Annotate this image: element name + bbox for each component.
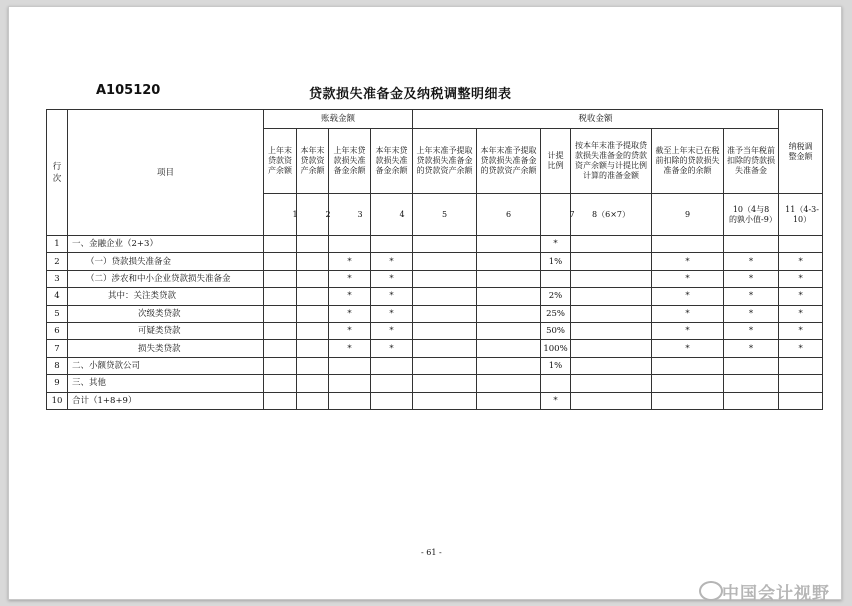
cell-col-6 bbox=[477, 357, 541, 374]
row-number: 2 bbox=[47, 253, 68, 270]
row-number: 9 bbox=[47, 375, 68, 392]
cell-col-8 bbox=[571, 305, 652, 322]
header-col-2-label: 本年末贷款资产余额 bbox=[297, 129, 329, 194]
header-col-11-number: 11（4-3-10） bbox=[779, 194, 823, 236]
cell-col-4: * bbox=[371, 305, 413, 322]
cell-col-3 bbox=[329, 375, 371, 392]
cell-col-7: 1% bbox=[541, 357, 571, 374]
cell-col-8 bbox=[571, 392, 652, 409]
cell-col-3: * bbox=[329, 288, 371, 305]
cell-col-2 bbox=[297, 340, 329, 357]
cell-col-11: * bbox=[779, 288, 823, 305]
header-col-5-number: 5 bbox=[413, 194, 477, 236]
cell-col-1 bbox=[264, 236, 297, 253]
row-number: 10 bbox=[47, 392, 68, 409]
cell-col-4 bbox=[371, 357, 413, 374]
cell-col-3: * bbox=[329, 270, 371, 287]
cell-col-1 bbox=[264, 288, 297, 305]
cell-col-6 bbox=[477, 236, 541, 253]
cell-col-11 bbox=[779, 357, 823, 374]
cell-col-5 bbox=[413, 340, 477, 357]
cell-col-9 bbox=[652, 357, 724, 374]
cell-col-2 bbox=[297, 322, 329, 339]
table-row bbox=[47, 392, 823, 409]
row-item: 次级类贷款 bbox=[68, 305, 264, 322]
table-row bbox=[47, 270, 823, 287]
cell-col-8 bbox=[571, 375, 652, 392]
cell-col-9 bbox=[652, 236, 724, 253]
header-col-3-label: 上年末贷款损失准备金余额 bbox=[329, 129, 371, 194]
cell-col-2 bbox=[297, 375, 329, 392]
cell-col-9: * bbox=[652, 322, 724, 339]
cell-col-5 bbox=[413, 236, 477, 253]
header-col-7-label: 计提比例 bbox=[541, 129, 571, 194]
document-page bbox=[8, 6, 842, 604]
cell-col-2 bbox=[297, 288, 329, 305]
cell-col-4: * bbox=[371, 340, 413, 357]
cell-col-10 bbox=[724, 357, 779, 374]
cell-col-1 bbox=[264, 392, 297, 409]
header-tax-group: 税收金额 bbox=[413, 110, 779, 129]
cell-col-7: 2% bbox=[541, 288, 571, 305]
table-row bbox=[47, 236, 823, 253]
watermark-logo-icon bbox=[699, 581, 723, 601]
cell-col-4 bbox=[371, 392, 413, 409]
row-item: （二）涉农和中小企业贷款损失准备金 bbox=[68, 270, 264, 287]
cell-col-11: * bbox=[779, 322, 823, 339]
cell-col-8 bbox=[571, 236, 652, 253]
header-col-9-label: 截至上年末已在税前扣除的贷款损失准备金的余额 bbox=[652, 129, 724, 194]
cell-col-9: * bbox=[652, 270, 724, 287]
cell-col-7: 1% bbox=[541, 253, 571, 270]
cell-col-7 bbox=[541, 375, 571, 392]
header-col-5-label: 上年末准予提取贷款损失准备金的贷款资产余额 bbox=[413, 129, 477, 194]
cell-col-4: * bbox=[371, 322, 413, 339]
cell-col-1 bbox=[264, 357, 297, 374]
cell-col-10: * bbox=[724, 270, 779, 287]
cell-col-1 bbox=[264, 322, 297, 339]
cell-col-2 bbox=[297, 305, 329, 322]
cell-col-10: * bbox=[724, 305, 779, 322]
cell-col-6 bbox=[477, 340, 541, 357]
row-item: 其中：关注类贷款 bbox=[68, 288, 264, 305]
table-row bbox=[47, 322, 823, 339]
row-number: 8 bbox=[47, 357, 68, 374]
cell-col-5 bbox=[413, 253, 477, 270]
header-col-6-number: 6 bbox=[477, 194, 541, 236]
cell-col-9: * bbox=[652, 305, 724, 322]
row-number: 7 bbox=[47, 340, 68, 357]
cell-col-8 bbox=[571, 253, 652, 270]
cell-col-7: 50% bbox=[541, 322, 571, 339]
cell-col-4: * bbox=[371, 288, 413, 305]
cell-col-3: * bbox=[329, 340, 371, 357]
cell-col-10: * bbox=[724, 288, 779, 305]
cell-col-4: * bbox=[371, 253, 413, 270]
cell-col-5 bbox=[413, 270, 477, 287]
cell-col-10 bbox=[724, 236, 779, 253]
header-col-9-number: 9 bbox=[652, 194, 724, 236]
cell-col-2 bbox=[297, 270, 329, 287]
cell-col-7 bbox=[541, 270, 571, 287]
table-row bbox=[47, 357, 823, 374]
header-col-10-label: 准予当年税前扣除的贷款损失准备金 bbox=[724, 129, 779, 194]
form-code: A105120 bbox=[96, 83, 161, 98]
cell-col-1 bbox=[264, 340, 297, 357]
cell-col-10: * bbox=[724, 340, 779, 357]
cell-col-11: * bbox=[779, 253, 823, 270]
cell-col-9 bbox=[652, 375, 724, 392]
cell-col-5 bbox=[413, 322, 477, 339]
cell-col-1 bbox=[264, 305, 297, 322]
cell-col-4 bbox=[371, 236, 413, 253]
cell-col-9: * bbox=[652, 253, 724, 270]
header-col-4-label: 本年末贷款损失准备金余额 bbox=[371, 129, 413, 194]
cell-col-11 bbox=[779, 236, 823, 253]
header-col-10-number: 10（4与8的孰小值-9） bbox=[724, 194, 779, 236]
header-col-2-number: 2 bbox=[297, 194, 329, 236]
header-col-8-number: 8（6×7） bbox=[571, 194, 652, 236]
cell-col-5 bbox=[413, 392, 477, 409]
row-number: 3 bbox=[47, 270, 68, 287]
header-book-group: 账载金额 bbox=[264, 110, 413, 129]
row-item: 一、金融企业（2+3） bbox=[68, 236, 264, 253]
cell-col-4: * bbox=[371, 270, 413, 287]
cell-col-8 bbox=[571, 357, 652, 374]
cell-col-8 bbox=[571, 270, 652, 287]
cell-col-6 bbox=[477, 392, 541, 409]
cell-col-10: * bbox=[724, 322, 779, 339]
header-item: 项目 bbox=[68, 110, 264, 236]
row-number: 5 bbox=[47, 305, 68, 322]
row-number: 1 bbox=[47, 236, 68, 253]
cell-col-3 bbox=[329, 236, 371, 253]
table-row bbox=[47, 253, 823, 270]
row-item: 三、其他 bbox=[68, 375, 264, 392]
header-col-7-number: 7 bbox=[541, 194, 571, 236]
cell-col-1 bbox=[264, 253, 297, 270]
cell-col-8 bbox=[571, 288, 652, 305]
cell-col-9: * bbox=[652, 288, 724, 305]
header-col-3-number: 3 bbox=[329, 194, 371, 236]
row-item: 合计（1+8+9） bbox=[68, 392, 264, 409]
cell-col-3: * bbox=[329, 322, 371, 339]
cell-col-6 bbox=[477, 375, 541, 392]
cell-col-3: * bbox=[329, 305, 371, 322]
header-col-4-number: 4 bbox=[371, 194, 413, 236]
cell-col-7: 25% bbox=[541, 305, 571, 322]
cell-col-7: * bbox=[541, 392, 571, 409]
cell-col-11 bbox=[779, 392, 823, 409]
cell-col-3: * bbox=[329, 253, 371, 270]
cell-col-2 bbox=[297, 392, 329, 409]
watermark: 中国会计视野 bbox=[722, 584, 830, 604]
cell-col-5 bbox=[413, 305, 477, 322]
cell-col-10: * bbox=[724, 253, 779, 270]
table-row bbox=[47, 375, 823, 392]
cell-col-6 bbox=[477, 270, 541, 287]
cell-col-11 bbox=[779, 375, 823, 392]
cell-col-6 bbox=[477, 253, 541, 270]
cell-col-2 bbox=[297, 357, 329, 374]
loan-loss-table bbox=[46, 109, 823, 410]
header-col-8-label: 按本年末准予提取贷款损失准备金的贷款资产余额与计提比例计算的准备金额 bbox=[571, 129, 652, 194]
row-item: 损失类贷款 bbox=[68, 340, 264, 357]
row-item: 可疑类贷款 bbox=[68, 322, 264, 339]
form-title: 贷款损失准备金及纳税调整明细表 bbox=[309, 87, 512, 102]
cell-col-2 bbox=[297, 236, 329, 253]
cell-col-9 bbox=[652, 392, 724, 409]
cell-col-2 bbox=[297, 253, 329, 270]
cell-col-9: * bbox=[652, 340, 724, 357]
cell-col-1 bbox=[264, 270, 297, 287]
header-row-no: 行次 bbox=[47, 110, 68, 236]
cell-col-5 bbox=[413, 375, 477, 392]
cell-col-5 bbox=[413, 288, 477, 305]
cell-col-5 bbox=[413, 357, 477, 374]
cell-col-6 bbox=[477, 288, 541, 305]
cell-col-7: 100% bbox=[541, 340, 571, 357]
page-number: - 61 - bbox=[421, 548, 442, 557]
table-row bbox=[47, 288, 823, 305]
cell-col-8 bbox=[571, 340, 652, 357]
cell-col-10 bbox=[724, 375, 779, 392]
cell-col-4 bbox=[371, 375, 413, 392]
row-number: 4 bbox=[47, 288, 68, 305]
table-row bbox=[47, 305, 823, 322]
header-col-1-label: 上年末贷款资产余额 bbox=[264, 129, 297, 194]
cell-col-11: * bbox=[779, 270, 823, 287]
cell-col-7: * bbox=[541, 236, 571, 253]
cell-col-11: * bbox=[779, 340, 823, 357]
header-col-6-label: 本年末准予提取贷款损失准备金的贷款资产余额 bbox=[477, 129, 541, 194]
cell-col-6 bbox=[477, 322, 541, 339]
header-col-1-number: 1 bbox=[264, 194, 297, 236]
cell-col-6 bbox=[477, 305, 541, 322]
row-item: 二、小额贷款公司 bbox=[68, 357, 264, 374]
cell-col-8 bbox=[571, 322, 652, 339]
cell-col-10 bbox=[724, 392, 779, 409]
table-row bbox=[47, 340, 823, 357]
cell-col-1 bbox=[264, 375, 297, 392]
row-item: （一）贷款损失准备金 bbox=[68, 253, 264, 270]
cell-col-3 bbox=[329, 357, 371, 374]
cell-col-11: * bbox=[779, 305, 823, 322]
row-number: 6 bbox=[47, 322, 68, 339]
cell-col-3 bbox=[329, 392, 371, 409]
header-adjustment: 纳税调整金额 bbox=[779, 110, 823, 194]
